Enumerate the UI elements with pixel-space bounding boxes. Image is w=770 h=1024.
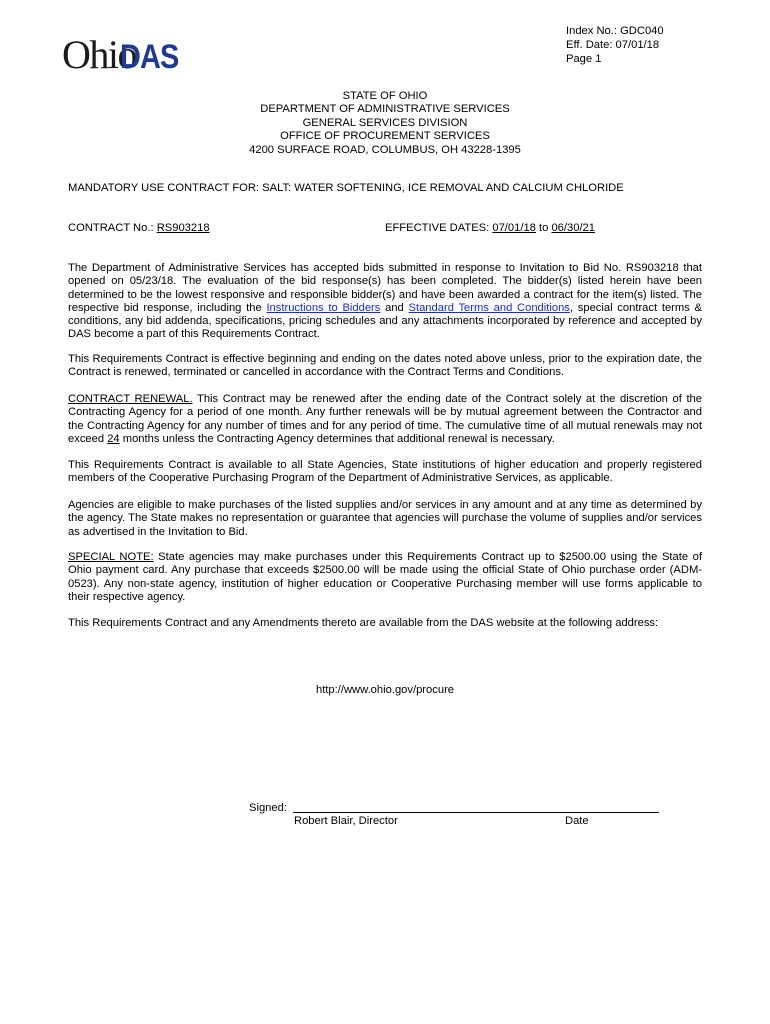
contract-number-label: CONTRACT No.: <box>68 222 157 234</box>
award-paragraph <box>68 262 702 342</box>
renewal-heading: CONTRACT RENEWAL. <box>68 393 193 405</box>
signed-label: Signed: <box>249 802 287 814</box>
header-line-state: STATE OF OHIO <box>342 90 428 102</box>
effective-date: Eff. Date: 07/01/18 <box>566 39 660 51</box>
renewal-paragraph <box>68 393 702 446</box>
standard-terms-link[interactable]: Standard Terms and Conditions <box>408 301 570 314</box>
special-note-heading: SPECIAL NOTE: <box>68 551 154 563</box>
page-number: Page 1 <box>566 53 602 65</box>
renewal-months: 24 <box>107 432 120 445</box>
date-label: Date <box>565 815 589 827</box>
index-number: Index No.: GDC040 <box>566 25 664 37</box>
mandatory-use-title: MANDATORY USE CONTRACT FOR: SALT: WATER SOFTENING, ICE REMOVAL AND CALCIUM CHLORIDE <box>68 182 624 194</box>
effective-dates-label: EFFECTIVE DATES: <box>385 222 493 234</box>
director-name: Robert Blair, Director <box>294 815 398 827</box>
effective-paragraph: This Requirements Contract is effective beginning and ending on the dates noted above unless, prior to the expiration date, the Contract is renewed, terminated or cancelled in accordance with the Contract Terms and Conditions. <box>68 353 702 379</box>
renewal-text-b: months unless the Contracting Agency determines that additional renewal is necessary. <box>119 432 555 445</box>
effective-end-date: 06/30/21 <box>551 222 596 234</box>
index-block <box>566 24 664 66</box>
header-line-office: OFFICE OF PROCUREMENT SERVICES <box>280 130 490 143</box>
logo-ohio-text: Ohio <box>62 32 136 77</box>
effective-to: to <box>535 222 552 234</box>
award-text-a: The Department of Administrative Services has accepted bids submitted in response to Invitation to Bid No. RS903218 that opened on 05/23/18. The evaluation of the bid response(s) has been completed. The bidder(s) listed herein have been determined to be the lowest responsive and responsible bidder(s) and have been awarded a contract for the item(s) listed. The respective bid response, including the <box>68 262 702 314</box>
award-and: and <box>380 301 409 314</box>
logo-das-text: DAS <box>120 38 179 76</box>
special-note-paragraph <box>68 551 702 604</box>
website-paragraph: This Requirements Contract and any Amendments thereto are available from the DAS website at the following address: <box>68 617 659 629</box>
instructions-to-bidders-link[interactable]: Instructions to Bidders <box>266 301 381 314</box>
special-note-text: State agencies may make purchases under this Requirements Contract up to $2500.00 using the State of Ohio payment card. Any purchase that exceeds $2500.00 will be made using the official State of Ohio purchase order (ADM-0523). Any non-state agency, institution of higher education or Cooperative Purchasing member will use forms applicable to their respective agency. <box>68 551 702 603</box>
contract-number-line <box>68 222 210 235</box>
document-header <box>0 90 770 157</box>
award-text-b: , special contract terms & conditions, any bid addenda, specifications, pricing schedules and any attachments incorporated by reference and accepted by DAS become a part of this Requirements Contract. <box>68 301 702 341</box>
eligibility-paragraph: Agencies are eligible to make purchases of the listed supplies and/or services in any amount and at any time as determined by the agency. The State makes no representation or guarantee that agencies will purchase the volume of supplies and/or services as advertised in the Invitation to Bid. <box>68 499 702 538</box>
contract-number: RS903218 <box>156 222 210 234</box>
header-line-address: 4200 SURFACE ROAD, COLUMBUS, OH 43228-1395 <box>249 143 521 156</box>
effective-dates-line <box>385 222 595 235</box>
header-line-department: DEPARTMENT OF ADMINISTRATIVE SERVICES <box>260 103 510 116</box>
header-line-division: GENERAL SERVICES DIVISION <box>302 116 468 129</box>
procure-url[interactable]: http://www.ohio.gov/procure <box>315 684 455 696</box>
availability-paragraph: This Requirements Contract is available to all State Agencies, State institutions of higher education and properly registered members of the Cooperative Purchasing Program of the Department of Administrative Services, as applicable. <box>68 459 702 485</box>
effective-start-date: 07/01/18 <box>492 222 536 234</box>
signature-line <box>293 812 659 813</box>
renewal-text-a: This Contract may be renewed after the ending date of the Contract solely at the discretion of the Contracting Agency for a period of one month. Any further renewals will be by mutual agreement between the Contractor and the Contracting Agency for any number of times and for any period of time. The cumulative time of all mutual renewals may not exceed <box>68 393 702 445</box>
